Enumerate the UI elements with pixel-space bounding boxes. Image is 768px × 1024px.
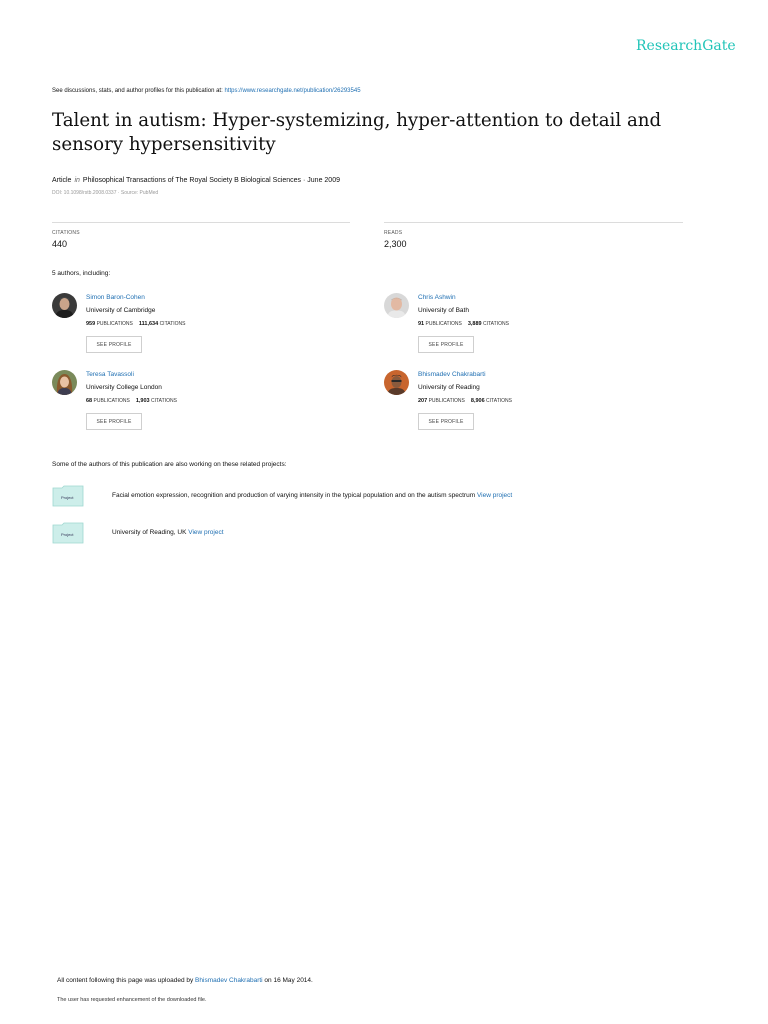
discussions-text: See discussions, stats, and author profiles for this publication at: — [52, 88, 225, 94]
authors-heading: 5 authors, including: — [52, 270, 111, 277]
citations-count: 440 — [52, 239, 68, 249]
reads-divider — [384, 222, 683, 223]
author-affiliation: University College London — [86, 384, 162, 391]
see-profile-button[interactable]: SEE PROFILE — [418, 413, 474, 430]
author-name[interactable]: Simon Baron-Cohen — [86, 294, 145, 301]
avatar[interactable] — [52, 370, 77, 395]
upload-suffix: on 16 May 2014. — [262, 977, 313, 984]
author-stats — [86, 321, 186, 327]
author-name[interactable]: Chris Ashwin — [418, 294, 456, 301]
publication-url-link[interactable]: https://www.researchgate.net/publication/26293545 — [224, 88, 361, 94]
publications-label: PUBLICATIONS — [428, 398, 465, 404]
reads-label: READS — [384, 230, 403, 236]
citations-count: 1,903 — [135, 398, 150, 404]
avatar[interactable] — [384, 370, 409, 395]
citations-label: CITATIONS — [52, 230, 80, 236]
publications-count: 91 — [418, 321, 425, 327]
publications-label: PUBLICATIONS — [96, 321, 133, 327]
citations-count: 3,889 — [467, 321, 482, 327]
author-card-chris-ashwin — [384, 293, 684, 363]
avatar[interactable] — [52, 293, 77, 318]
upload-notice — [57, 977, 313, 984]
project-folder-icon[interactable] — [52, 485, 84, 507]
publications-label: PUBLICATIONS — [425, 321, 462, 327]
view-project-link[interactable]: View project — [188, 529, 224, 536]
author-stats — [418, 321, 509, 327]
citations-count: 8,906 — [470, 398, 485, 404]
publications-count: 68 — [86, 398, 93, 404]
author-affiliation: University of Bath — [418, 307, 469, 314]
project-item — [112, 529, 224, 536]
publications-label: PUBLICATIONS — [93, 398, 130, 404]
uploader-link[interactable]: Bhismadev Chakrabarti — [195, 977, 263, 984]
see-profile-button[interactable]: SEE PROFILE — [418, 336, 474, 353]
discussions-notice — [52, 88, 361, 94]
publication-type: Article — [52, 177, 72, 184]
author-card-simon-baron-cohen — [52, 293, 352, 363]
author-card-bhismadev-chakrabarti — [384, 370, 684, 440]
project-title: University of Reading, UK — [112, 529, 187, 536]
citations-count: 111,634 — [138, 321, 159, 327]
author-photo-icon — [52, 293, 77, 318]
upload-prefix: All content following this page was uploaded by — [57, 977, 196, 984]
citations-divider — [52, 222, 350, 223]
journal-name: Philosophical Transactions of The Royal Society B Biological Sciences · June 2009 — [82, 177, 340, 184]
view-project-link[interactable]: View project — [476, 492, 513, 499]
citations-label: CITATIONS — [150, 398, 177, 404]
doi-source: DOI: 10.1098/rstb.2008.0337 · Source: PubMed — [52, 190, 159, 196]
author-affiliation: University of Cambridge — [86, 307, 156, 314]
citations-label: CITATIONS — [159, 321, 186, 327]
publication-title: Talent in autism: Hyper-systemizing, hyper-attention to detail and sensory hypersensitivity — [52, 110, 662, 155]
author-name[interactable]: Teresa Tavassoli — [86, 371, 134, 378]
author-photo-icon — [384, 293, 409, 318]
author-card-teresa-tavassoli — [52, 370, 352, 440]
project-title: Facial emotion expression, recognition and production of varying intensity in the typical population and on the autism spectrum — [112, 492, 476, 499]
in-word: in — [74, 177, 80, 184]
project-item — [112, 492, 512, 499]
publication-meta — [52, 177, 340, 184]
author-photo-icon — [52, 370, 77, 395]
enhancement-notice: The user has requested enhancement of the downloaded file. — [57, 997, 207, 1003]
publications-count: 207 — [418, 398, 428, 404]
author-name[interactable]: Bhismadev Chakrabarti — [418, 371, 486, 378]
researchgate-logo[interactable]: ResearchGate — [636, 38, 736, 54]
project-icon-label: Project — [61, 532, 74, 537]
project-icon-label: Project — [61, 495, 74, 500]
author-affiliation: University of Reading — [418, 384, 480, 391]
avatar[interactable] — [384, 293, 409, 318]
see-profile-button[interactable]: SEE PROFILE — [86, 413, 142, 430]
citations-label: CITATIONS — [486, 398, 512, 404]
author-stats — [86, 398, 177, 404]
project-folder-icon[interactable] — [52, 522, 84, 544]
author-stats — [418, 398, 512, 404]
see-profile-button[interactable]: SEE PROFILE — [86, 336, 142, 353]
related-projects-heading: Some of the authors of this publication are also working on these related projects: — [52, 461, 287, 468]
publications-count: 959 — [86, 321, 96, 327]
citations-label: CITATIONS — [482, 321, 509, 327]
author-photo-icon — [384, 370, 409, 395]
reads-count: 2,300 — [384, 239, 407, 249]
